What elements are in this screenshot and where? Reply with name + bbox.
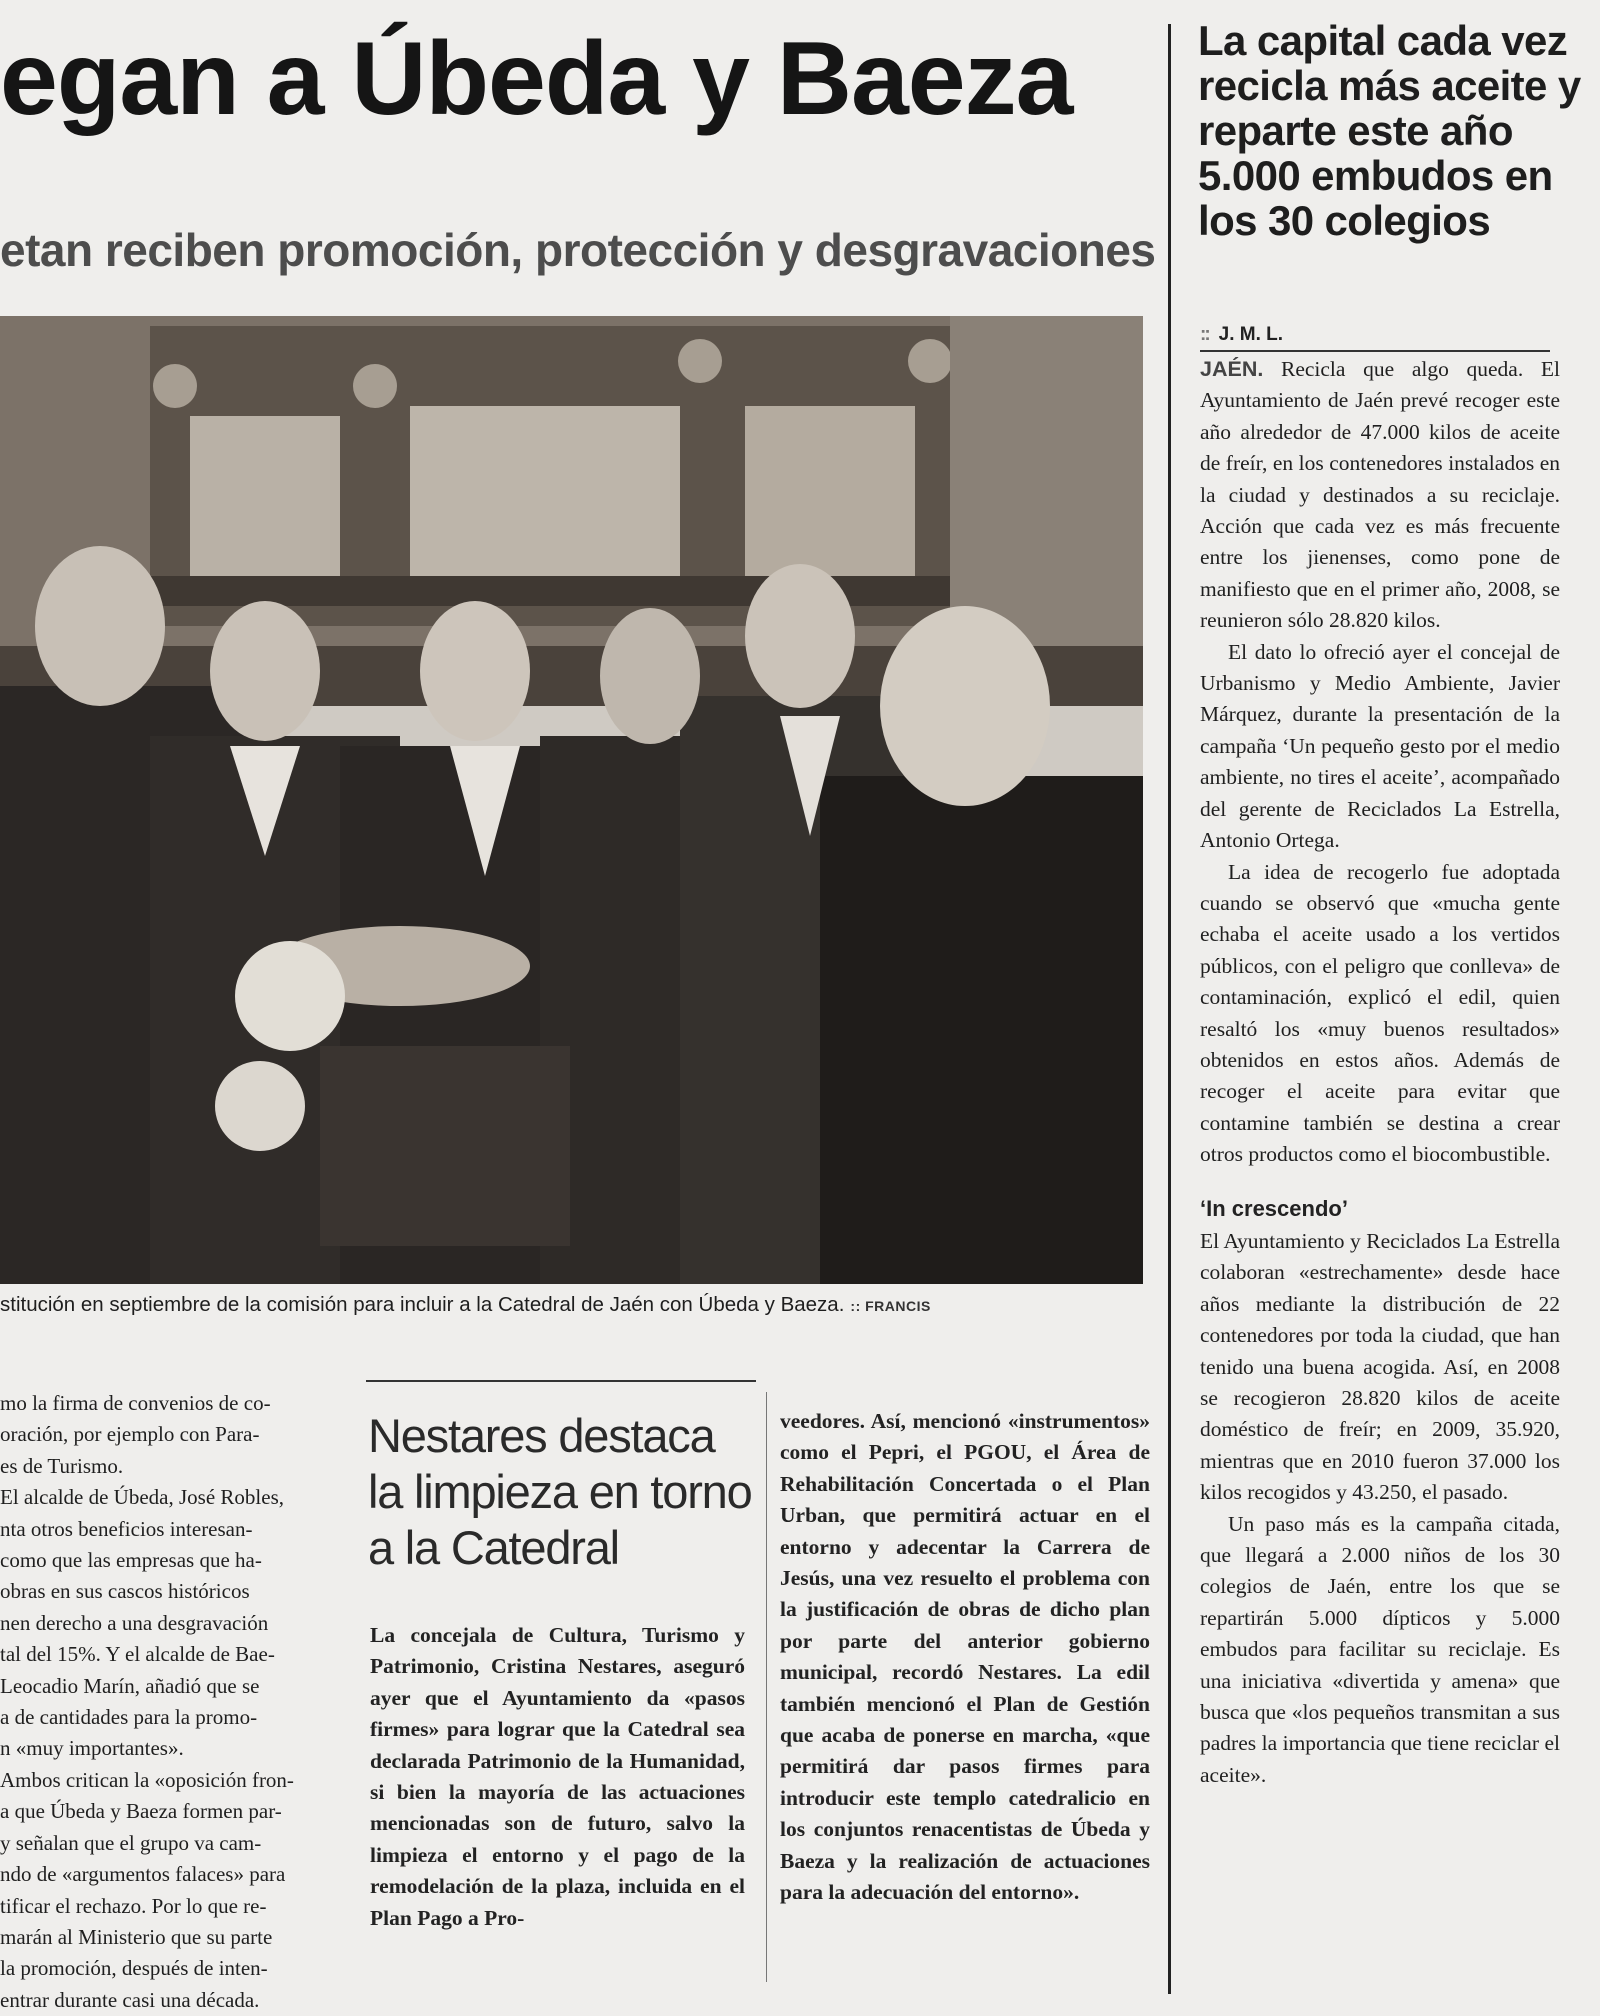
sidebar-paragraph (1200, 354, 1560, 637)
story-line: El alcalde de Úbeda, José Robles, (0, 1485, 284, 1510)
sidebar-divider (1168, 24, 1171, 1994)
story-line: ndo de «argumentos falaces» para (0, 1862, 286, 1887)
caption-text: stitución en septiembre de la comisión para incluir a la Catedral de Jaén con Úbeda y Baeza. (0, 1293, 845, 1316)
secondary-story-column-2 (780, 1406, 1150, 1909)
photo-caption (0, 1292, 1150, 1319)
secondary-story-column-1 (370, 1620, 745, 1934)
story-line: tal del 15%. Y el alcalde de Bae- (0, 1642, 275, 1667)
story-line: mo la firma de convenios de co- (0, 1391, 271, 1415)
byline-author: J. M. L. (1218, 324, 1284, 345)
secondary-story-text: veedores. Así, mencionó «instrumentos» como el Pepri, el PGOU, el Área de Rehabilitación Concertada o el Plan Urban, que permitirá actuar en el entorno y adecentar la Carrera de Jesús, una vez resuelto el problema con la justificación de obras de dicho plan por parte del anterior gobierno municipal, recordó Nestares. La edil también mencionó el Plan de Gestión que acaba de ponerse en marcha, «que permitirá dar pasos firmes para introducir este templo catedralicio en los conjuntos renacentistas de Úbeda y Baeza y la realización de actuaciones para la adecuación del entorno». (780, 1409, 1150, 1905)
news-photo (0, 316, 1143, 1284)
story-line: oración, por ejemplo con Para- (0, 1422, 260, 1447)
story-line: entrar durante casi una década. (0, 1987, 260, 2012)
byline-dots-icon: :: (1200, 324, 1209, 345)
dateline-place: JAÉN. (1200, 357, 1264, 381)
column-divider (766, 1392, 767, 1982)
page-headline: egan a Úbeda y Baeza (0, 21, 1073, 137)
story-line: nen derecho a una desgravación (0, 1610, 269, 1635)
photo-credit: :: FRANCIS (850, 1298, 931, 1314)
story-line: obras en sus cascos históricos (0, 1579, 250, 1604)
secondary-story-text: La concejala de Cultura, Turismo y Patrimonio, Cristina Nestares, aseguró ayer que el Ayuntamiento da «pasos firmes» para lograr que la Catedral sea declarada Patrimonio de la Humanidad, si bien la mayoría de las actuaciones mencionadas son de futuro, salvo la limpieza el entorno y el pago de la remodelación de la plaza, incluida en el Plan Pago a Pro- (370, 1623, 745, 1930)
story-line: a de cantidades para la promo- (0, 1705, 258, 1730)
story-line: n «muy importantes». (0, 1736, 184, 1761)
page-subheadline: etan reciben promoción, protección y desgravaciones (0, 224, 1156, 276)
story-line: a que Úbeda y Baeza formen par- (0, 1799, 282, 1824)
sidebar-paragraph: El Ayuntamiento y Reciclados La Estrella colaboran «estrechamente» desde hace años mediante la distribución de 22 contenedores por toda la ciudad, que han tenido una buena acogida. Así, en 2008 se recogieron 28.820 kilos de aceite doméstico de freír; en 2009, 35.920, mientras que en 2010 fueron 37.000 los kilos recogidos y 43.250, el pasado. (1200, 1228, 1560, 1505)
story-line: es de Turismo. (0, 1453, 124, 1478)
main-story-column (0, 1388, 340, 2016)
sidebar-headline: La capital cada vez recicla más aceite y reparte este año 5.000 embudos en los 30 colegios (1198, 17, 1581, 244)
story-line: Leocadio Marín, añadió que se (0, 1673, 260, 1698)
story-line: nta otros beneficios interesan- (0, 1516, 253, 1541)
sidebar-paragraph: Un paso más es la campaña citada, que llegará a 2.000 niños de los 30 colegios de Jaén, entre los que se repartirán 5.000 dípticos y 5.000 embudos para facilitar su reciclaje. Es una iniciativa «divertida y amena» que busca que «los pequeños transmitan a sus padres la importancia que tiene reciclar el aceite». (1200, 1511, 1560, 1787)
sidebar-byline (1200, 322, 1550, 352)
story-line: como que las empresas que ha- (0, 1548, 262, 1573)
secondary-story-rule (366, 1380, 756, 1382)
story-line: y señalan que el grupo va cam- (0, 1830, 262, 1855)
sidebar-paragraph: La idea de recogerlo fue adoptada cuando se observó que «mucha gente echaba el aceite usado a los vertidos públicos, con el peligro que conlleva» de contaminación, explicó el edil, quien resaltó los «muy buenos resultados» obtenidos en estos años. Además de recoger el aceite para evitar que contamine también se destina a crear otros productos como el biocombustible. (1200, 859, 1560, 1167)
sidebar-paragraph: El dato lo ofreció ayer el concejal de Urbanismo y Medio Ambiente, Javier Márquez, durante la presentación de la campaña ‘Un pequeño gesto por el medio ambiente, no tires el aceite’, acompañado del gerente de Reciclados La Estrella, Antonio Ortega. (1200, 639, 1560, 853)
sidebar-subhead: ‘In crescendo’ (1200, 1195, 1348, 1221)
story-line: Ambos critican la «oposición fron- (0, 1767, 294, 1792)
sidebar-body (1200, 354, 1560, 1791)
story-line: marán al Ministerio que su parte (0, 1924, 273, 1949)
story-line: la promoción, después de inten- (0, 1956, 268, 1981)
sidebar-paragraph-text: Recicla que algo queda. El Ayuntamiento de Jaén prevé recoger este año alrededor de 47.000 kilos de aceite de freír, en los contenedores instalados en la ciudad y destinados a su reciclaje. Acción que cada vez es más frecuente entre los jienenses, como pone de manifiesto que en el primer año, 2008, se reunieron sólo 28.820 kilos. (1200, 357, 1560, 633)
secondary-story-headline: Nestares destaca la limpieza en torno a la Catedral (368, 1409, 752, 1574)
story-line: tificar el rechazo. Por lo que re- (0, 1893, 267, 1918)
